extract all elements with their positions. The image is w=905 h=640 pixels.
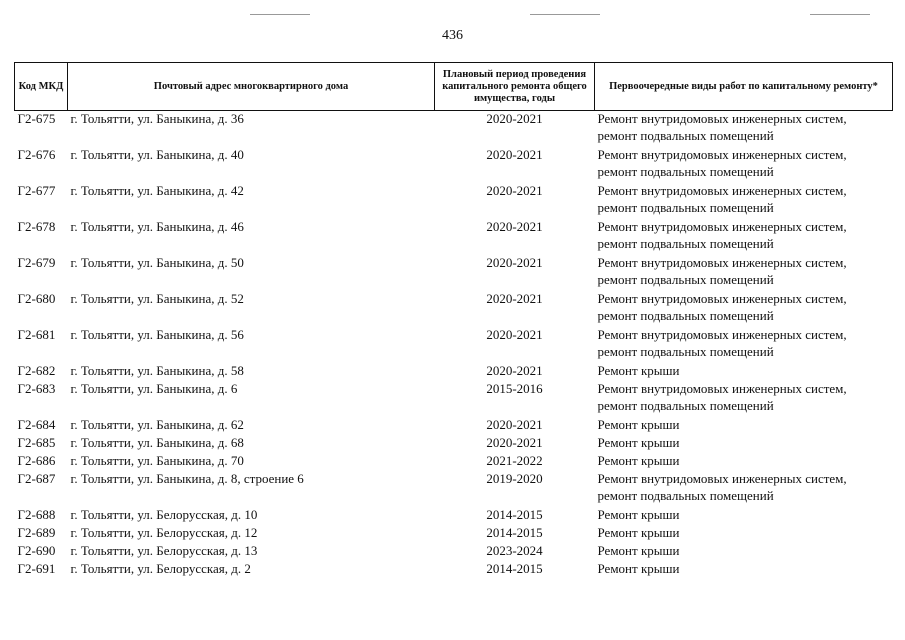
- works-cell: Ремонт внутридомовых инженерных систем, ремонт подвальных помещений: [597, 219, 847, 251]
- works-cell: Ремонт крыши: [597, 435, 680, 450]
- code-cell: Г2-690: [17, 543, 56, 558]
- period-cell: 2020-2021: [486, 255, 543, 270]
- works-cell: Ремонт внутридомовых инженерных систем, ремонт подвальных помещений: [597, 255, 847, 287]
- code-cell: Г2-684: [17, 417, 56, 432]
- period-cell: 2020-2021: [486, 219, 543, 234]
- period-cell: 2020-2021: [486, 363, 543, 378]
- code-cell: Г2-686: [17, 453, 56, 468]
- table-row: [15, 381, 893, 417]
- period-cell: 2020-2021: [486, 435, 543, 450]
- code-cell: Г2-676: [17, 147, 56, 162]
- scan-artifact: [530, 14, 600, 15]
- period-cell: 2023-2024: [486, 543, 543, 558]
- period-cell: 2021-2022: [486, 453, 543, 468]
- address-cell: г. Тольятти, ул. Баныкина, д. 46: [70, 219, 244, 234]
- code-cell: Г2-691: [17, 561, 56, 576]
- address-cell: г. Тольятти, ул. Баныкина, д. 62: [70, 417, 244, 432]
- address-cell: г. Тольятти, ул. Белорусская, д. 10: [70, 507, 258, 522]
- works-cell: Ремонт крыши: [597, 417, 680, 432]
- address-cell: г. Тольятти, ул. Баныкина, д. 56: [70, 327, 244, 342]
- address-cell: г. Тольятти, ул. Баныкина, д. 36: [70, 111, 244, 126]
- code-cell: Г2-679: [17, 255, 56, 270]
- table-row: [15, 255, 893, 291]
- table-row: [15, 219, 893, 255]
- scan-artifact: [810, 14, 870, 15]
- address-cell: г. Тольятти, ул. Белорусская, д. 2: [70, 561, 251, 576]
- address-cell: г. Тольятти, ул. Баныкина, д. 6: [70, 381, 238, 396]
- header-works: Первоочередные виды работ по капитальному ремонту*: [595, 63, 893, 111]
- table-row: [15, 147, 893, 183]
- code-cell: Г2-682: [17, 363, 56, 378]
- code-cell: Г2-685: [17, 435, 56, 450]
- table-row: [15, 543, 893, 561]
- address-cell: г. Тольятти, ул. Белорусская, д. 12: [70, 525, 258, 540]
- code-cell: Г2-677: [17, 183, 56, 198]
- period-cell: 2019-2020: [486, 471, 543, 486]
- code-cell: Г2-689: [17, 525, 56, 540]
- code-cell: Г2-681: [17, 327, 56, 342]
- works-cell: Ремонт внутридомовых инженерных систем, ремонт подвальных помещений: [597, 327, 847, 359]
- works-cell: Ремонт внутридомовых инженерных систем, ремонт подвальных помещений: [597, 471, 847, 503]
- scan-artifact: [250, 14, 310, 15]
- code-cell: Г2-680: [17, 291, 56, 306]
- address-cell: г. Тольятти, ул. Белорусская, д. 13: [70, 543, 258, 558]
- table-header-row: [15, 63, 893, 111]
- code-cell: Г2-675: [17, 111, 56, 126]
- table-body: [15, 111, 893, 580]
- code-cell: Г2-683: [17, 381, 56, 396]
- works-cell: Ремонт крыши: [597, 507, 680, 522]
- period-cell: 2020-2021: [486, 327, 543, 342]
- works-cell: Ремонт внутридомовых инженерных систем, ремонт подвальных помещений: [597, 183, 847, 215]
- works-cell: Ремонт крыши: [597, 453, 680, 468]
- period-cell: 2020-2021: [486, 147, 543, 162]
- table-row: [15, 291, 893, 327]
- code-cell: Г2-687: [17, 471, 56, 486]
- header-period: Плановый период проведения капитального ремонта общего имущества, годы: [435, 63, 595, 111]
- table-row: [15, 363, 893, 381]
- works-cell: Ремонт крыши: [597, 543, 680, 558]
- table-row: [15, 525, 893, 543]
- period-cell: 2020-2021: [486, 111, 543, 126]
- address-cell: г. Тольятти, ул. Баныкина, д. 58: [70, 363, 244, 378]
- repair-registry-table: [14, 62, 893, 579]
- period-cell: 2020-2021: [486, 291, 543, 306]
- address-cell: г. Тольятти, ул. Баныкина, д. 8, строение 6: [70, 471, 304, 486]
- works-cell: Ремонт крыши: [597, 525, 680, 540]
- period-cell: 2014-2015: [486, 507, 543, 522]
- works-cell: Ремонт внутридомовых инженерных систем, ремонт подвальных помещений: [597, 381, 847, 413]
- works-cell: Ремонт внутридомовых инженерных систем, ремонт подвальных помещений: [597, 147, 847, 179]
- table-row: [15, 453, 893, 471]
- table-row: [15, 111, 893, 148]
- table-row: [15, 327, 893, 363]
- code-cell: Г2-678: [17, 219, 56, 234]
- address-cell: г. Тольятти, ул. Баныкина, д. 68: [70, 435, 244, 450]
- period-cell: 2020-2021: [486, 183, 543, 198]
- period-cell: 2020-2021: [486, 417, 543, 432]
- page-number: 436: [442, 28, 463, 43]
- works-cell: Ремонт внутридомовых инженерных систем, ремонт подвальных помещений: [597, 291, 847, 323]
- code-cell: Г2-688: [17, 507, 56, 522]
- address-cell: г. Тольятти, ул. Баныкина, д. 50: [70, 255, 244, 270]
- table-row: [15, 561, 893, 579]
- address-cell: г. Тольятти, ул. Баныкина, д. 70: [70, 453, 244, 468]
- header-code: Код МКД: [15, 63, 68, 111]
- table-row: [15, 417, 893, 435]
- table-row: [15, 507, 893, 525]
- address-cell: г. Тольятти, ул. Баныкина, д. 52: [70, 291, 244, 306]
- table-row: [15, 435, 893, 453]
- works-cell: Ремонт крыши: [597, 363, 680, 378]
- address-cell: г. Тольятти, ул. Баныкина, д. 40: [70, 147, 244, 162]
- table-row: [15, 471, 893, 507]
- works-cell: Ремонт внутридомовых инженерных систем, ремонт подвальных помещений: [597, 111, 847, 143]
- period-cell: 2014-2015: [486, 561, 543, 576]
- period-cell: 2015-2016: [486, 381, 543, 396]
- period-cell: 2014-2015: [486, 525, 543, 540]
- works-cell: Ремонт крыши: [597, 561, 680, 576]
- header-address: Почтовый адрес многоквартирного дома: [68, 63, 435, 111]
- table-row: [15, 183, 893, 219]
- address-cell: г. Тольятти, ул. Баныкина, д. 42: [70, 183, 244, 198]
